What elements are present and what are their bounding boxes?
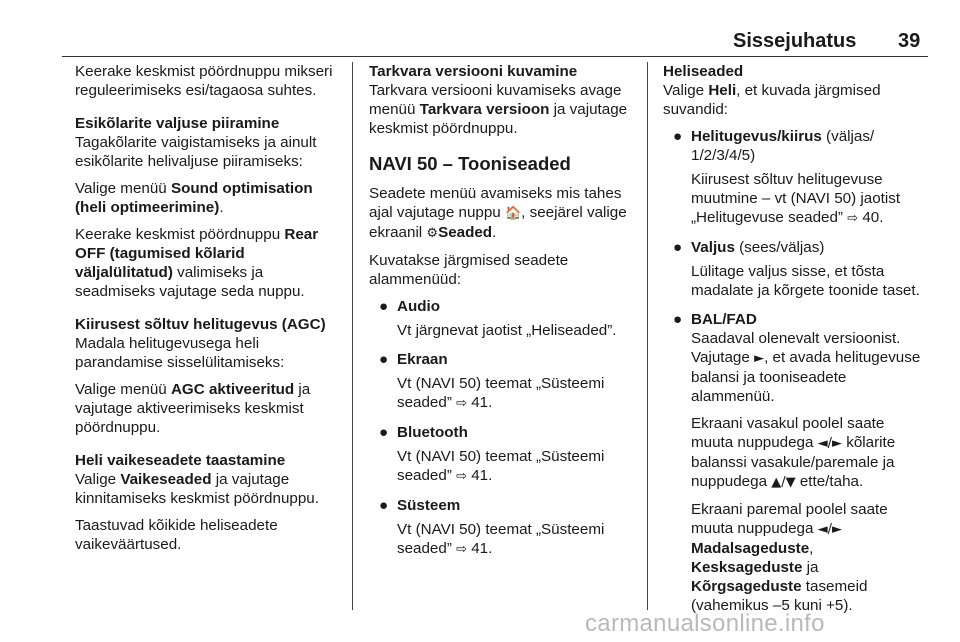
item-description: Vt järgnevat jaotist „Heliseaded”. xyxy=(397,322,617,339)
bullet-icon: ● xyxy=(379,424,389,441)
header-divider xyxy=(62,56,928,57)
intro-paragraph: Keerake keskmist pöördnuppu mikseri reguleerimiseks esi/tagaosa suhtes. xyxy=(75,63,333,99)
list-item xyxy=(369,350,637,413)
column-divider-2 xyxy=(647,62,648,610)
item-description: Vt (NAVI 50) teemat „Süsteemi seaded” ⇨ 41. xyxy=(397,521,605,557)
column-3 xyxy=(663,62,925,625)
item-description: Kiirusest sõltuv helitugevuse muutmine – vt (NAVI 50) jaotist „Helitugevuse seaded” ⇨ 40. xyxy=(691,171,901,226)
item-title: Süsteem xyxy=(397,497,461,514)
item-description: Ekraani paremal poolel saate muuta nuppudega ◄/► Madalsageduste, Kesksageduste ja Kõrgsageduste tasemeid (vahemikus –5 kuni +5). xyxy=(691,501,888,614)
home-icon: 🏠 xyxy=(504,206,522,221)
paragraph: Valige menüü AGC aktiveeritud ja vajutage aktiveerimiseks keskmist pöördnuppu. xyxy=(75,381,311,436)
item-description: Lülitage valjus sisse, et tõsta madalate ja kõrgete toonide taset. xyxy=(691,263,920,299)
list-item xyxy=(369,496,637,559)
paragraph: Tagakõlarite vaigistamiseks ja ainult esikõlarite helivaljuse piiramiseks: xyxy=(75,134,317,170)
item-description: Ekraani vasakul poolel saate muuta nuppudega ◄/► kõlarite balanssi vasakule/paremale ja nuppudega ▲/▼ ette/taha. xyxy=(691,415,896,490)
bullet-icon: ● xyxy=(673,311,683,328)
page-ref-icon: ⇨ xyxy=(456,396,468,411)
paragraph: Valige Vaikeseaded ja vajutage kinnitamiseks keskmist pöördnuppu. xyxy=(75,471,319,507)
paragraph: Seadete menüü avamiseks mis tahes ajal vajutage nuppu 🏠, seejärel valige ekraanil ⚙Seaded. xyxy=(369,185,627,241)
item-description: Saadaval olenevalt versioonist. Vajutage ►, et avada helitugevuse balansi ja tooniseadete alammenüü. xyxy=(691,330,921,405)
list-item xyxy=(369,423,637,486)
item-description: Vt (NAVI 50) teemat „Süsteemi seaded” ⇨ 41. xyxy=(397,375,605,411)
section-heading: Kiirusest sõltuv helitugevus (AGC) xyxy=(75,316,326,333)
section-heading: Esikõlarite valjuse piiramine xyxy=(75,115,280,132)
bullet-icon: ● xyxy=(673,128,683,145)
paragraph: Valige Heli, et kuvada järgmised suvandid: xyxy=(663,82,881,118)
submenu-list xyxy=(369,297,637,559)
item-description: Vt (NAVI 50) teemat „Süsteemi seaded” ⇨ 41. xyxy=(397,448,605,484)
arrow-up-down-icon: ▲/▼ xyxy=(771,475,796,490)
arrow-left-right-icon: ◄/► xyxy=(817,522,843,537)
item-title: Helitugevus/kiirus xyxy=(691,128,822,145)
list-item: ● Valjus (sees/väljas) Lülitage valjus sisse, et tõsta madalate ja kõrgete toonide taset. xyxy=(663,238,925,300)
item-title: Ekraan xyxy=(397,351,448,368)
item-title: Valjus xyxy=(691,239,735,256)
page-ref-icon: ⇨ xyxy=(456,542,468,557)
paragraph: Tarkvara versiooni kuvamiseks avage menüü Tarkvara versioon ja vajutage keskmist pöördnuppu. xyxy=(369,82,628,137)
page-ref-icon: ⇨ xyxy=(456,469,468,484)
arrow-right-icon: ► xyxy=(754,351,765,366)
column-1 xyxy=(75,62,343,562)
list-item xyxy=(369,297,637,340)
arrow-left-right-icon: ◄/► xyxy=(817,436,843,451)
gear-icon: ⚙ xyxy=(426,226,439,241)
chapter-heading: NAVI 50 – Tooniseaded xyxy=(369,153,571,174)
paragraph: Madala helitugevusega heli parandamise sisselülitamiseks: xyxy=(75,335,285,371)
paragraph: Taastuvad kõikide heliseadete vaikeväärtused. xyxy=(75,517,278,553)
list-item: ● Helitugevus/kiirus (väljas/ 1/2/3/4/5) Kiirusest sõltuv helitugevuse muutmine – vt (NAVI 50) jaotist „Helitugevuse seaded” ⇨ 40. xyxy=(663,127,925,228)
page-number: 39 xyxy=(898,30,921,52)
watermark: carmanualsonline.info xyxy=(585,610,825,637)
section-heading: Heli vaikeseadete taastamine xyxy=(75,452,286,469)
item-title: BAL/FAD xyxy=(691,311,757,328)
column-2 xyxy=(369,62,637,569)
paragraph: Keerake keskmist pöördnuppu Rear OFF (tagumised kõlarid väljalülitatud) valimiseks ja seadmiseks vajutage seda nuppu. xyxy=(75,226,319,300)
item-title: Bluetooth xyxy=(397,424,468,441)
bullet-icon: ● xyxy=(379,497,389,514)
bullet-icon: ● xyxy=(379,351,389,368)
section-heading: Heliseaded xyxy=(663,63,744,80)
page-ref-icon: ⇨ xyxy=(847,211,859,226)
sound-options-list xyxy=(663,127,925,615)
paragraph: Kuvatakse järgmised seadete alammenüüd: xyxy=(369,252,569,288)
column-divider-1 xyxy=(352,62,353,610)
list-item xyxy=(663,310,925,615)
bullet-icon: ● xyxy=(379,298,389,315)
paragraph: Valige menüü Sound optimisation (heli optimeerimine). xyxy=(75,180,313,216)
section-heading: Tarkvara versiooni kuvamine xyxy=(369,63,578,80)
section-title: Sissejuhatus xyxy=(733,30,857,52)
item-title: Audio xyxy=(397,298,441,315)
bullet-icon: ● xyxy=(673,239,683,256)
